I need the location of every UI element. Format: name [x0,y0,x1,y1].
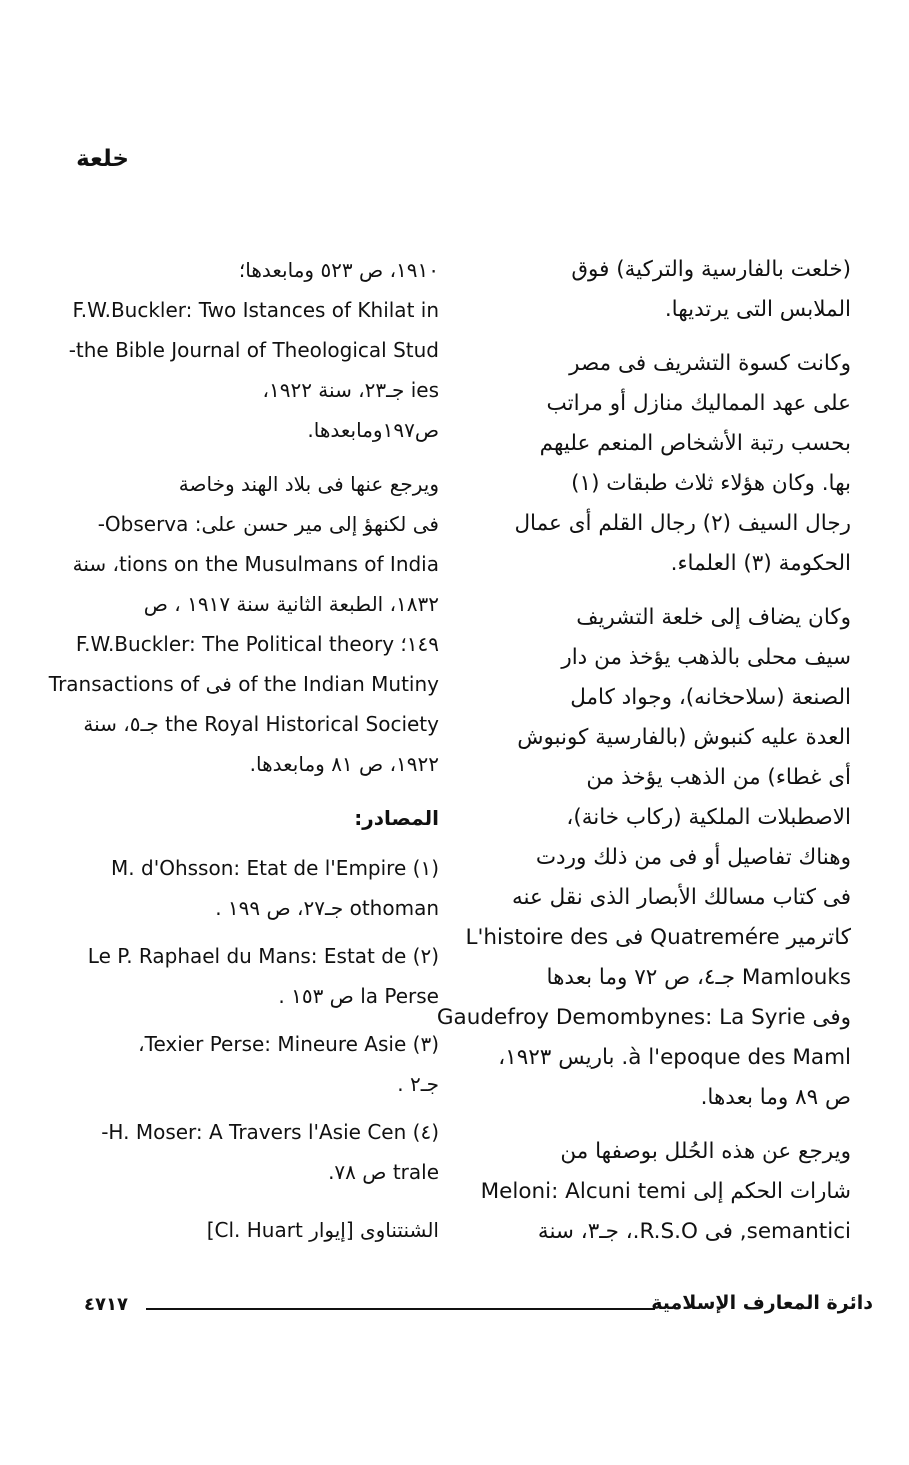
text-line: à l'epoque des Maml. باريس ١٩٢٣، [498,1045,851,1070]
footer-title: دائرة المعارف الإسلامية [651,1292,873,1314]
text-line: بها. وكان هؤلاء ثلاث طبقات (١) [571,471,851,496]
text-line: (١) M. d'Ohsson: Etat de l'Empire [111,856,439,880]
text-line: ويرجع عنها فى بلاد الهند وخاصة [178,472,439,496]
source-entry [79,936,439,1016]
text-line: (خلعت بالفارسية والتركية) فوق [571,257,851,282]
text-line: الحكومة (٣) العلماء. [670,551,851,576]
paragraph [480,1132,851,1252]
text-line: الصنعة (سلاحخانه)، وجواد كامل [570,685,851,710]
text-line: ١٩١٠، ص ٥٢٣ ومابعدها؛ [238,258,439,282]
text-line: (٤) H. Moser: A Travers l'Asie Cen- [101,1120,439,1144]
sources-heading: المصادر: [354,806,439,830]
text-line: فى لكنهؤ إلى مير حسن على: Observa- [97,512,439,536]
text-line: سيف محلى بالذهب يؤخذ من دار [561,645,851,670]
text-line: وكان يضاف إلى خلعة التشريف [576,605,851,630]
text-line: فى كتاب مسالك الأبصار الذى نقل عنه [511,885,851,910]
text-line: كاترمير Quatremére فى L'histoire des [465,925,851,950]
paragraph [493,250,851,330]
page-footer [84,1292,873,1322]
text-line: رجال السيف (٢) رجال القلم أى عمال [514,511,851,536]
text-line: وهناك تفاصيل أو فى من ذلك وردت [535,845,851,870]
text-line: على عهد المماليك منازل أو مراتب [546,391,851,416]
text-line: جـ٢ . [397,1072,439,1096]
right-column [436,250,851,1266]
left-column [48,250,439,1264]
text-line: la Perse ص ١٥٣ . [278,984,439,1008]
text-line: ١٩٢٢، ص ٨١ ومابعدها. [249,752,439,776]
text-line: the Bible Journal of Theological Stud- [68,338,439,362]
text-line: بحسب رتبة الأشخاص المنعم عليهم [539,431,851,456]
running-header: خلعة [76,146,129,172]
paragraph [436,598,851,1118]
text-line: ص١٩٧ومابعدها. [307,418,439,442]
text-line: أى غطاء) من الذهب يؤخذ من [586,765,851,790]
page-number: ٤٧١٧ [84,1294,128,1315]
source-entry [79,1112,439,1192]
paragraph [493,344,851,584]
text-line: (٢) Le P. Raphael du Mans: Estat de [87,944,439,968]
text-line: ies جـ٢٣، سنة ١٩٢٢، [262,378,439,402]
paragraph [68,250,439,450]
text-line: الاصطبلات الملكية (ركاب خانة)، [566,805,851,830]
text-line: ١٤٩؛ F.W.Buckler: The Political theory [75,632,439,656]
text-line: وكانت كسوة التشريف فى مصر [569,351,851,376]
source-entry [79,1024,439,1104]
text-line: othoman جـ٢٧، ص ١٩٩ . [215,896,439,920]
text-line: the Royal Historical Society جـ٥، سنة [83,712,439,736]
sources-list [79,848,439,1192]
paragraph [48,464,439,784]
text-line: tions on the Musulmans of India، سنة [72,552,439,576]
text-line: ويرجع عن هذه الحُلل بوصفها من [560,1139,851,1164]
text-line: Mamlouks جـ٤، ص ٧٢ وما بعدها [546,965,851,990]
text-line: F.W.Buckler: Two Istances of Khilat in [72,298,439,322]
text-line: of the Indian Mutiny فى Transactions of [48,672,439,696]
text-line: semantici, فى R.S.O.، جـ٣، سنة [537,1219,851,1244]
footer-rule [146,1308,655,1310]
text-line: شارات الحكم إلى Meloni: Alcuni temi [480,1179,851,1204]
author-signature: الشنتناوى [إيوار Cl. Huart] [206,1218,439,1242]
text-line: ١٨٣٢، الطبعة الثانية سنة ١٩١٧ ، ص [143,592,439,616]
source-entry [79,848,439,928]
text-line: (٣) Texier Perse: Mineure Asie، [138,1032,439,1056]
text-line: ص ٨٩ وما بعدها. [700,1085,851,1110]
text-line: الملابس التى يرتديها. [664,297,851,322]
text-line: وفى Gaudefroy Demombynes: La Syrie [436,1005,851,1030]
text-line: trale ص ٧٨. [328,1160,439,1184]
text-line: العدة عليه كنبوش (بالفارسية كونبوش [517,725,851,750]
